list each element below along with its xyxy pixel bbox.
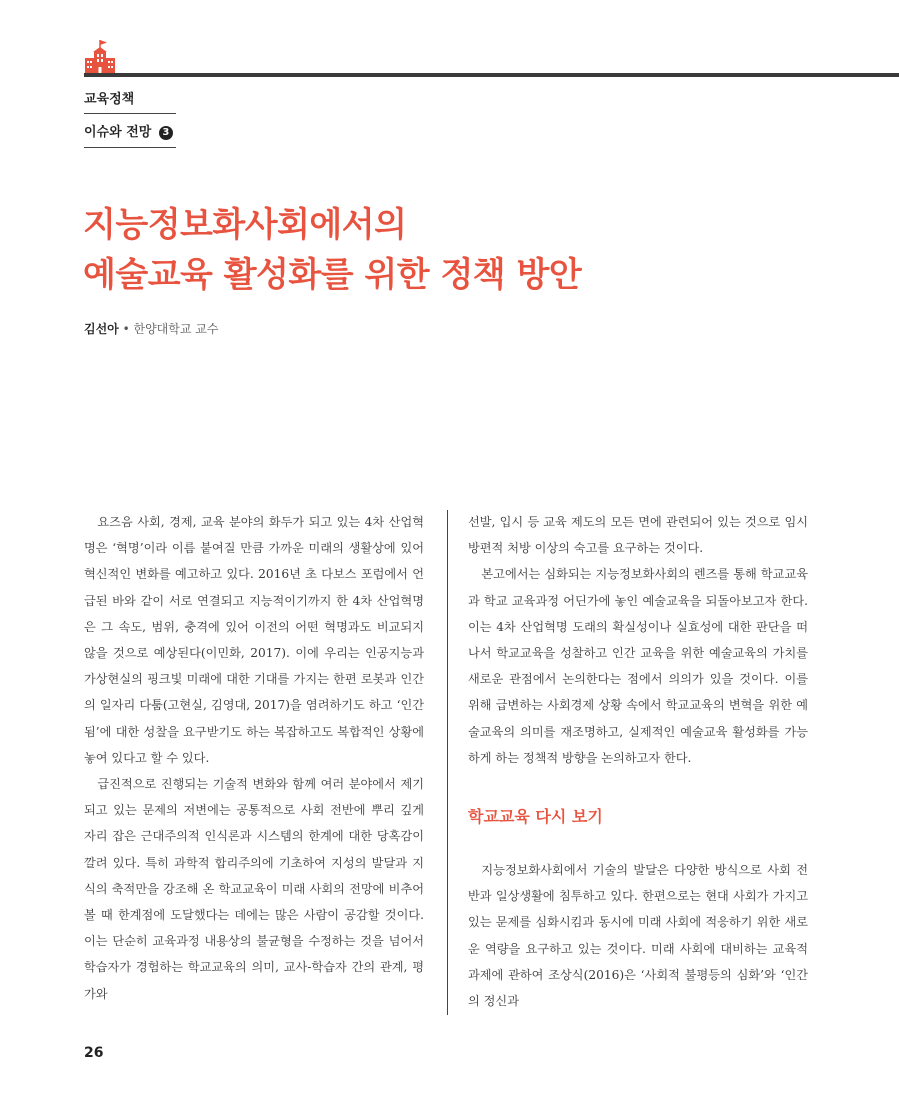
series-text: 이슈와 전망 — [84, 125, 152, 140]
series-number-badge: 3 — [159, 126, 173, 140]
paragraph: 급진적으로 진행되는 기술적 변화와 함께 여러 분야에서 제기되고 있는 문제의 저변에는 공통적으로 사회 전반에 뿌리 깊게 자리 잡은 근대주의적 인식론과 시스템의 한계에 대한 당혹감이 깔려 있다. 특히 과학적 합리주의에 기초하여 지성의 발달과 지식의 축적만을 강조해 온 학교교육이 미래 사회의 전망에 비추어 볼 때 한계점에 도달했다는 데에는 많은 사람이 공감할 것이다. 이는 단순히 교육과정 내용상의 불균형을 수정하는 것을 넘어서 학습자가 경험하는 학교교육의 의미, 교사-학습자 간의 관계, 평가와 — [84, 777, 424, 1001]
category-text: 교육정책 — [84, 92, 135, 107]
series-label — [84, 121, 176, 148]
left-column — [84, 509, 424, 1007]
column-divider — [447, 510, 448, 1015]
paragraph: 본고에서는 심화되는 지능정보화사회의 렌즈를 통해 학교교육과 학교 교육과정 어딘가에 놓인 예술교육을 되돌아보고자 한다. 이는 4차 산업혁명 도래의 확실성이나 실효성에 대한 판단을 떠나서 학교교육을 성찰하고 인간 교육을 위한 예술교육의 가치를 새로운 관점에서 논의한다는 점에서 의의가 있을 것이다. 이를 위해 급변하는 사회경제 상황 속에서 학교교육의 변혁을 위한 예술교육의 의미를 재조명하고, 실제적인 예술교육 활성화를 가능하게 하는 정책적 방향을 논의하고자 한다. — [468, 567, 808, 765]
school-building-icon — [84, 38, 116, 74]
title-line-2: 예술교육 활성화를 위한 정책 방안 — [83, 255, 582, 295]
title-line-1: 지능정보화사회에서의 — [83, 205, 407, 245]
author-name: 김선아 — [84, 322, 119, 336]
category-label — [84, 88, 176, 114]
article-title — [83, 200, 843, 300]
author-separator: • — [118, 322, 134, 336]
section-heading: 학교교육 다시 보기 — [468, 807, 603, 827]
author-affiliation: 한양대학교 교수 — [133, 322, 219, 336]
author-byline — [84, 320, 218, 337]
paragraph: 선발, 입시 등 교육 제도의 모든 면에 관련되어 있는 것으로 임시방편적 처방 이상의 숙고를 요구하는 것이다. — [468, 515, 808, 556]
right-column — [468, 509, 808, 1014]
header-rule — [84, 73, 899, 77]
paragraph: 지능정보화사회에서 기술의 발달은 다양한 방식으로 사회 전반과 일상생활에 침투하고 있다. 한편으로는 현대 사회가 가지고 있는 문제를 심화시킴과 동시에 미래 사회에 적응하기 위한 새로운 역량을 요구하고 있는 것이다. 미래 사회에 대비하는 교육적 과제에 관하여 조상식(2016)은 ‘사회적 불평등의 심화’와 ‘인간의 정신과 — [468, 863, 808, 1009]
page-number: 26 — [84, 1045, 104, 1061]
paragraph: 요즈음 사회, 경제, 교육 분야의 화두가 되고 있는 4차 산업혁명은 ‘혁명’이라 이름 붙여질 만큼 가까운 미래의 생활상에 있어 혁신적인 변화를 예고하고 있다. 2016년 초 다보스 포럼에서 언급된 바와 같이 서로 연결되고 지능적이기까지 한 4차 산업혁명은 그 속도, 범위, 충격에 있어 이전의 어떤 혁명과도 비교되지 않을 것으로 예상된다(이민화, 2017). 이에 우리는 인공지능과 가상현실의 핑크빛 미래에 대한 기대를 가지는 한편 로봇과 인간의 일자리 다툼(고현실, 김영대, 2017)을 염려하기도 하고 ‘인간됨’에 대한 성찰을 요구받기도 하는 복잡하고도 복합적인 상황에 놓여 있다고 할 수 있다. — [84, 515, 424, 765]
